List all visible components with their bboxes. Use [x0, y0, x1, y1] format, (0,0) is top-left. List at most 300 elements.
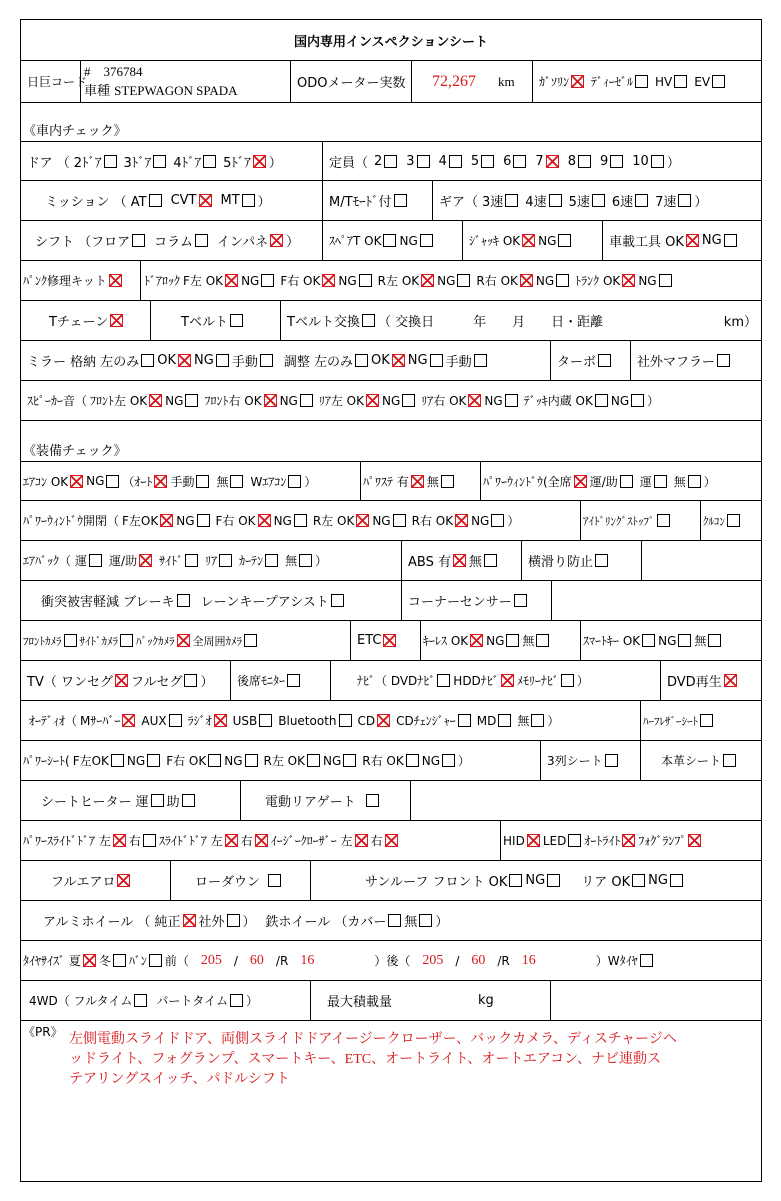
heater-driver-checkbox[interactable]: [151, 794, 164, 807]
tbelt-label: Tベルト: [181, 315, 228, 330]
airbag-item: ｻｲﾄﾞ: [159, 554, 184, 568]
parttime-label: パートタイム: [156, 994, 229, 1008]
pr-line: テアリングスイッチ、パドルシフト: [69, 1072, 290, 1087]
after-checkbox[interactable]: [227, 914, 240, 927]
ng-label: NG: [372, 513, 391, 528]
side-camera-checkbox[interactable]: [120, 634, 133, 647]
column-label: コラム: [154, 235, 194, 250]
door-option-label: 4ﾄﾞｱ: [173, 155, 202, 171]
idling-checkbox[interactable]: [657, 514, 670, 527]
airbag-4-checkbox[interactable]: [265, 554, 278, 567]
sr-rear-ok-checkbox[interactable]: [632, 874, 645, 887]
pseat-ng-0-checkbox[interactable]: [147, 754, 160, 767]
gear-3-checkbox[interactable]: [635, 194, 648, 207]
capacity-option-label: 4: [438, 153, 447, 169]
cvt-checkbox[interactable]: [199, 194, 212, 207]
audio-4-checkbox[interactable]: [339, 714, 352, 727]
jack: [463, 221, 603, 260]
navi: [331, 661, 661, 700]
p-right-checkbox[interactable]: [143, 834, 156, 847]
parttime-checkbox[interactable]: [230, 994, 243, 1007]
pw-open-ok-0-checkbox[interactable]: [160, 514, 173, 527]
none-label: 無: [522, 634, 535, 648]
audio-2-checkbox[interactable]: [214, 714, 227, 727]
door-2-checkbox[interactable]: [203, 155, 216, 168]
ng-label: NG: [648, 873, 668, 888]
gear-option-label: 6速: [611, 195, 634, 210]
doorlock-ok-4-checkbox[interactable]: [622, 274, 635, 287]
pw-open-ok-1-checkbox[interactable]: [258, 514, 271, 527]
hid-label: HID: [503, 833, 525, 848]
p-left-checkbox[interactable]: [113, 834, 126, 847]
odo-value: 72,267: [432, 72, 476, 90]
keyless-ok-checkbox[interactable]: [470, 634, 483, 647]
bracket: ）: [315, 554, 328, 568]
slide-door-row: [21, 821, 761, 861]
max-load-label: 最大積載量: [327, 995, 393, 1010]
doorlock-ng-2-checkbox[interactable]: [457, 274, 470, 287]
lights: [501, 821, 761, 860]
audio-item: Bluetooth: [278, 713, 337, 728]
capacity-4-checkbox[interactable]: [513, 155, 526, 168]
airbag-item: 運: [75, 554, 88, 568]
aircon-ng-checkbox[interactable]: [106, 475, 119, 488]
smartkey-ng-checkbox[interactable]: [678, 634, 691, 647]
abs-no-checkbox[interactable]: [484, 554, 497, 567]
sunroof: [311, 861, 761, 900]
header-row: [21, 61, 761, 103]
pw-label: ﾊﾟﾜｰｳｨﾝﾄﾞｳ(全席: [483, 474, 572, 489]
hid-checkbox[interactable]: [527, 834, 540, 847]
none-label: 無: [426, 474, 439, 489]
speaker-ok-3-checkbox[interactable]: [468, 394, 481, 407]
sunroof-label: サンルーフ フロント OK: [365, 875, 508, 890]
stock-number: # 376784: [84, 64, 143, 79]
van-checkbox[interactable]: [149, 954, 162, 967]
mt-label: MT: [220, 193, 240, 208]
at-checkbox[interactable]: [149, 194, 162, 207]
pw-none-checkbox[interactable]: [688, 475, 701, 488]
fuel-type: [533, 61, 761, 102]
bracket: ）: [200, 675, 214, 690]
pseat-ng-2-checkbox[interactable]: [343, 754, 356, 767]
ng-label: NG: [165, 393, 184, 408]
doorlock-ok-0-checkbox[interactable]: [225, 274, 238, 287]
capacity-option-label: 2: [374, 153, 383, 169]
e-left-checkbox[interactable]: [355, 834, 368, 847]
third-row-label: 3列シート: [547, 754, 603, 768]
ng-label: NG: [241, 273, 260, 288]
turbo-checkbox[interactable]: [598, 354, 611, 367]
none-label: 無: [468, 555, 482, 570]
third-row-checkbox[interactable]: [605, 754, 618, 767]
e-right-checkbox[interactable]: [385, 834, 398, 847]
capacity-5-checkbox[interactable]: [546, 155, 559, 168]
door-3-checkbox[interactable]: [253, 155, 266, 168]
collision-mitigation: [21, 581, 402, 620]
pr-line: 左側電動スライドドア、両側スライドドアイージークローザー、バックカメラ、ディスチャージヘ: [69, 1032, 677, 1047]
spare-ok-checkbox[interactable]: [383, 234, 396, 247]
keyless-none-checkbox[interactable]: [536, 634, 549, 647]
puncture-checkbox[interactable]: [109, 274, 122, 287]
tools-label: 車載工具 OK: [609, 235, 684, 250]
all-camera-checkbox[interactable]: [244, 634, 257, 647]
audio-row: [21, 701, 761, 741]
sr-front-ok-checkbox[interactable]: [509, 874, 522, 887]
pw-open-item: R左 OK: [312, 514, 355, 528]
mirror-row: [21, 341, 761, 381]
power-slide-label: ﾊﾟﾜｰｽﾗｲﾄﾞﾄﾞｱ 左: [23, 834, 111, 848]
genuine-checkbox[interactable]: [183, 914, 196, 927]
aircon-auto-checkbox[interactable]: [154, 475, 167, 488]
tools-ok-checkbox[interactable]: [686, 234, 699, 247]
doorlock-ng-0-checkbox[interactable]: [261, 274, 274, 287]
pw-d-label: 運: [639, 474, 652, 489]
audio-item: CDﾁｪﾝｼﾞｬｰ: [396, 714, 456, 728]
full-aero-label: フルエアロ: [51, 875, 116, 890]
ng-label: NG: [407, 353, 428, 368]
mirror-label: ミラー 格納 左のみ: [27, 355, 140, 370]
leather-seat: [641, 741, 761, 780]
pw-all-checkbox[interactable]: [574, 475, 587, 488]
gear-option-label: 5速: [568, 195, 590, 210]
led-checkbox[interactable]: [568, 834, 581, 847]
panel-checkbox[interactable]: [270, 234, 283, 247]
lane-checkbox[interactable]: [331, 594, 344, 607]
keyless-ng-checkbox[interactable]: [506, 634, 519, 647]
cameras: [21, 621, 351, 660]
power-seat-item: R右 OK: [362, 754, 404, 768]
seat-heater: [21, 781, 241, 820]
doorlock-ng-3-checkbox[interactable]: [556, 274, 569, 287]
fullseg-checkbox[interactable]: [184, 674, 197, 687]
audio-5-checkbox[interactable]: [377, 714, 390, 727]
half-leather-seat: [641, 701, 761, 740]
airbag-row: [21, 541, 761, 581]
gear-4-checkbox[interactable]: [678, 194, 691, 207]
capacity-2-checkbox[interactable]: [449, 155, 462, 168]
rear-monitor-checkbox[interactable]: [287, 674, 300, 687]
w-aircon-checkbox[interactable]: [288, 475, 301, 488]
s-right-checkbox[interactable]: [255, 834, 268, 847]
idling-stop: [581, 501, 701, 540]
muffler-checkbox[interactable]: [717, 354, 730, 367]
speaker-ng-2-checkbox[interactable]: [402, 394, 415, 407]
muffler: [631, 341, 761, 380]
airbag-item: 運/助: [109, 554, 138, 568]
gear-2-checkbox[interactable]: [592, 194, 605, 207]
audio-item: Mｻｰﾊﾞｰ: [80, 714, 121, 728]
etc: [351, 621, 421, 660]
speaker-item-label: ﾘｱ左 OK: [318, 394, 364, 408]
drive-row: [21, 981, 761, 1021]
doorlock-ok-2-checkbox[interactable]: [421, 274, 434, 287]
back-camera-checkbox[interactable]: [177, 634, 190, 647]
doorlock-item-label: ﾄﾗﾝｸ OK: [575, 274, 621, 288]
none-label: 無: [404, 915, 418, 930]
ng-label: NG: [471, 513, 490, 528]
pw-open-ng-2-checkbox[interactable]: [393, 514, 406, 527]
audio-6-checkbox[interactable]: [458, 714, 471, 727]
airbag-3-checkbox[interactable]: [219, 554, 232, 567]
pw-open-ng-3-checkbox[interactable]: [491, 514, 504, 527]
door-option-label: 2ﾄﾞｱ: [73, 155, 102, 171]
power-seat-label: ﾊﾟﾜｰｼｰﾄ(: [23, 754, 70, 768]
aircon-manual-checkbox[interactable]: [196, 475, 209, 488]
bracket: ）: [666, 155, 680, 171]
fulltime-checkbox[interactable]: [134, 994, 147, 1007]
sr-front-ng-checkbox[interactable]: [547, 874, 560, 887]
speaker-ok-4-checkbox[interactable]: [595, 394, 608, 407]
speaker-ng-0-checkbox[interactable]: [185, 394, 198, 407]
bracket: ）: [286, 235, 300, 250]
pseat-ok-2-checkbox[interactable]: [307, 754, 320, 767]
capacity-option-label: 10: [632, 153, 649, 169]
mirror-manual-checkbox[interactable]: [260, 354, 273, 367]
capacity-8-checkbox[interactable]: [651, 155, 664, 168]
autolight-checkbox[interactable]: [622, 834, 635, 847]
smartkey-none-checkbox[interactable]: [708, 634, 721, 647]
speaker-ng-4-checkbox[interactable]: [631, 394, 644, 407]
doorlock-ok-3-checkbox[interactable]: [520, 274, 533, 287]
all-camera-label: 全周囲ｶﾒﾗ: [192, 634, 242, 648]
none-label: 無: [694, 634, 707, 648]
ps-yes-checkbox[interactable]: [411, 475, 424, 488]
tbelt-checkbox[interactable]: [230, 314, 243, 327]
corner-checkbox[interactable]: [514, 594, 527, 607]
mirror-ng-checkbox[interactable]: [216, 354, 229, 367]
front-width: 205: [200, 952, 222, 968]
pr-text: [69, 1030, 689, 1090]
airbag-0-checkbox[interactable]: [89, 554, 102, 567]
adj-manual-checkbox[interactable]: [474, 354, 487, 367]
capacity: [323, 142, 761, 180]
s-left-checkbox[interactable]: [225, 834, 238, 847]
jack-ok-checkbox[interactable]: [522, 234, 535, 247]
slash: /: [221, 954, 250, 968]
mem-navi-checkbox[interactable]: [561, 674, 574, 687]
pw-open-ng-1-checkbox[interactable]: [294, 514, 307, 527]
gear-1-checkbox[interactable]: [549, 194, 562, 207]
fuel-3-checkbox[interactable]: [712, 75, 725, 88]
right-label: 右: [128, 834, 141, 848]
third-row-seat: [541, 741, 641, 780]
audio-7-checkbox[interactable]: [498, 714, 511, 727]
pw-open-ok-3-checkbox[interactable]: [455, 514, 468, 527]
led-label: LED: [542, 833, 567, 848]
dvd-play-checkbox[interactable]: [724, 674, 737, 687]
airbag-item: ﾘｱ: [205, 554, 218, 568]
audio: [21, 701, 641, 740]
pseat-ng-1-checkbox[interactable]: [245, 754, 258, 767]
gear: [433, 181, 761, 220]
door-0-checkbox[interactable]: [104, 155, 117, 168]
adj-ng-checkbox[interactable]: [430, 354, 443, 367]
pseat-ok-1-checkbox[interactable]: [208, 754, 221, 767]
speaker-ok-2-checkbox[interactable]: [366, 394, 379, 407]
audio-item: USB: [232, 713, 258, 728]
speaker-label: ｽﾋﾟｰｶｰ音（: [27, 394, 88, 408]
speaker-ng-1-checkbox[interactable]: [300, 394, 313, 407]
mirror: [21, 341, 551, 380]
audio-0-checkbox[interactable]: [122, 714, 135, 727]
collision-row: [21, 581, 761, 621]
max-load-unit: kg: [478, 993, 494, 1008]
bracket: ）: [268, 155, 282, 171]
oneseg-checkbox[interactable]: [115, 674, 128, 687]
fog-checkbox[interactable]: [688, 834, 701, 847]
sheet-title-row: [21, 20, 761, 61]
cruise-control: [701, 501, 761, 540]
gear-0-checkbox[interactable]: [505, 194, 518, 207]
airbag-2-checkbox[interactable]: [185, 554, 198, 567]
abs: [402, 541, 522, 580]
tchain-checkbox[interactable]: [110, 314, 123, 327]
spare-ng-checkbox[interactable]: [420, 234, 433, 247]
abs-yes-checkbox[interactable]: [453, 554, 466, 567]
section-interior: 《車内チェック》: [23, 124, 127, 139]
full-aero: [21, 861, 171, 900]
hdd-navi-checkbox[interactable]: [501, 674, 514, 687]
capacity-option-label: 5: [470, 153, 480, 169]
pw-driver-checkbox[interactable]: [620, 475, 633, 488]
antiskid-checkbox[interactable]: [595, 554, 608, 567]
fuel-1-checkbox[interactable]: [635, 75, 648, 88]
capacity-1-checkbox[interactable]: [417, 155, 430, 168]
autolight-label: ｵｰﾄﾗｲﾄ: [584, 834, 621, 848]
ng-label: NG: [322, 753, 342, 768]
doorlock-ok-1-checkbox[interactable]: [322, 274, 335, 287]
half-leather-checkbox[interactable]: [700, 714, 713, 727]
adj-left-checkbox[interactable]: [355, 354, 368, 367]
audio-3-checkbox[interactable]: [259, 714, 272, 727]
pw-open-ok-2-checkbox[interactable]: [356, 514, 369, 527]
anti-skid: [522, 541, 642, 580]
timing-belt-change: [281, 301, 761, 340]
leather-checkbox[interactable]: [723, 754, 736, 767]
pseat-ng-3-checkbox[interactable]: [442, 754, 455, 767]
doorlock-ng-1-checkbox[interactable]: [359, 274, 372, 287]
ng-label: NG: [279, 393, 298, 408]
dvd-navi-checkbox[interactable]: [437, 674, 450, 687]
speaker-ng-3-checkbox[interactable]: [505, 394, 518, 407]
speaker-ok-0-checkbox[interactable]: [149, 394, 162, 407]
lane-label: レーンキープアシスト: [200, 595, 329, 610]
ps-no-checkbox[interactable]: [441, 475, 454, 488]
rear-ratio: 60: [471, 952, 486, 968]
full-aero-checkbox[interactable]: [117, 874, 130, 887]
heater-row: [21, 781, 761, 821]
max-load: [311, 981, 551, 1020]
wheel-none-checkbox[interactable]: [419, 914, 432, 927]
pw-open-ng-0-checkbox[interactable]: [197, 514, 210, 527]
winter-checkbox[interactable]: [113, 954, 126, 967]
door-1-checkbox[interactable]: [153, 155, 166, 168]
mt-checkbox[interactable]: [242, 194, 255, 207]
w-aircon-label: Wｴｱｺﾝ: [250, 474, 287, 489]
heater-pass-checkbox[interactable]: [182, 794, 195, 807]
shift: [21, 221, 323, 260]
mission-row: [21, 181, 761, 221]
bracket: ）: [547, 714, 560, 728]
cvt-label: CVT: [170, 193, 197, 208]
pw-d-checkbox[interactable]: [654, 475, 667, 488]
easy-closer-label: ｲｰｼﾞｰｸﾛｰｻﾞｰ 左: [270, 834, 353, 848]
mem-navi-label: ﾒﾓﾘｰﾅﾋﾞ: [516, 674, 559, 688]
capacity-3-checkbox[interactable]: [481, 155, 494, 168]
wheel-row: [21, 901, 761, 941]
mt-mode-checkbox[interactable]: [394, 194, 407, 207]
summer-checkbox[interactable]: [83, 954, 96, 967]
brake-checkbox[interactable]: [177, 594, 190, 607]
pseat-ok-0-checkbox[interactable]: [111, 754, 124, 767]
dvd-play: [661, 661, 761, 700]
cover-checkbox[interactable]: [388, 914, 401, 927]
pseat-ok-3-checkbox[interactable]: [406, 754, 419, 767]
jack-ng-checkbox[interactable]: [558, 234, 571, 247]
fuel-2-checkbox[interactable]: [674, 75, 687, 88]
floor-checkbox[interactable]: [132, 234, 145, 247]
airbag-5-checkbox[interactable]: [299, 554, 312, 567]
tbelt-change-checkbox[interactable]: [362, 314, 375, 327]
cruise-checkbox[interactable]: [727, 514, 740, 527]
ng-label: NG: [610, 393, 630, 408]
adj-ok-checkbox[interactable]: [392, 354, 405, 367]
etc-checkbox[interactable]: [383, 634, 396, 647]
mirror-ok-checkbox[interactable]: [178, 354, 191, 367]
navi-label: ﾅﾋﾞ（ DVDﾅﾋﾞ: [357, 674, 436, 688]
capacity-6-checkbox[interactable]: [578, 155, 591, 168]
doorlock-ng-4-checkbox[interactable]: [659, 274, 672, 287]
odo-label: ODOメーター実数: [291, 61, 412, 102]
power-seat-item: F右 OK: [166, 754, 207, 768]
hdd-navi-label: HDDﾅﾋﾞ: [453, 674, 499, 688]
capacity-7-checkbox[interactable]: [610, 155, 623, 168]
power-gate-checkbox[interactable]: [366, 794, 379, 807]
manual-label: 手動: [170, 474, 195, 489]
back-camera-label: ﾊﾞｯｸｶﾒﾗ: [136, 634, 175, 648]
ng-label: NG: [638, 273, 657, 288]
w-tire-checkbox[interactable]: [640, 954, 653, 967]
audio-1-checkbox[interactable]: [169, 714, 182, 727]
ng-label: NG: [538, 233, 557, 248]
speaker-ok-1-checkbox[interactable]: [264, 394, 277, 407]
fuel-0-checkbox[interactable]: [571, 75, 584, 88]
leather-label: 本革シート: [661, 754, 722, 768]
lowdown-checkbox[interactable]: [268, 874, 281, 887]
rear-rim: 16: [521, 952, 536, 968]
etc-label: ETC: [357, 633, 382, 648]
column-checkbox[interactable]: [195, 234, 208, 247]
smartkey-label: ｽﾏｰﾄｷｰ OK: [583, 634, 641, 648]
sr-rear-ng-checkbox[interactable]: [670, 874, 683, 887]
mission: [21, 181, 323, 220]
aircon-none-checkbox[interactable]: [230, 475, 243, 488]
speaker: [21, 381, 761, 420]
capacity-0-checkbox[interactable]: [384, 155, 397, 168]
none-label: 無: [216, 474, 229, 489]
front-camera-checkbox[interactable]: [64, 634, 77, 647]
airbag-1-checkbox[interactable]: [139, 554, 152, 567]
mirror-left-checkbox[interactable]: [141, 354, 154, 367]
aircon-ok-checkbox[interactable]: [70, 475, 83, 488]
audio-8-checkbox[interactable]: [531, 714, 544, 727]
tools-ng-checkbox[interactable]: [724, 234, 737, 247]
bracket: ）: [694, 195, 708, 210]
smartkey-ok-checkbox[interactable]: [642, 634, 655, 647]
ng-label: NG: [399, 233, 418, 248]
slide-label: ｽﾗｲﾄﾞﾄﾞｱ 左: [158, 834, 223, 848]
